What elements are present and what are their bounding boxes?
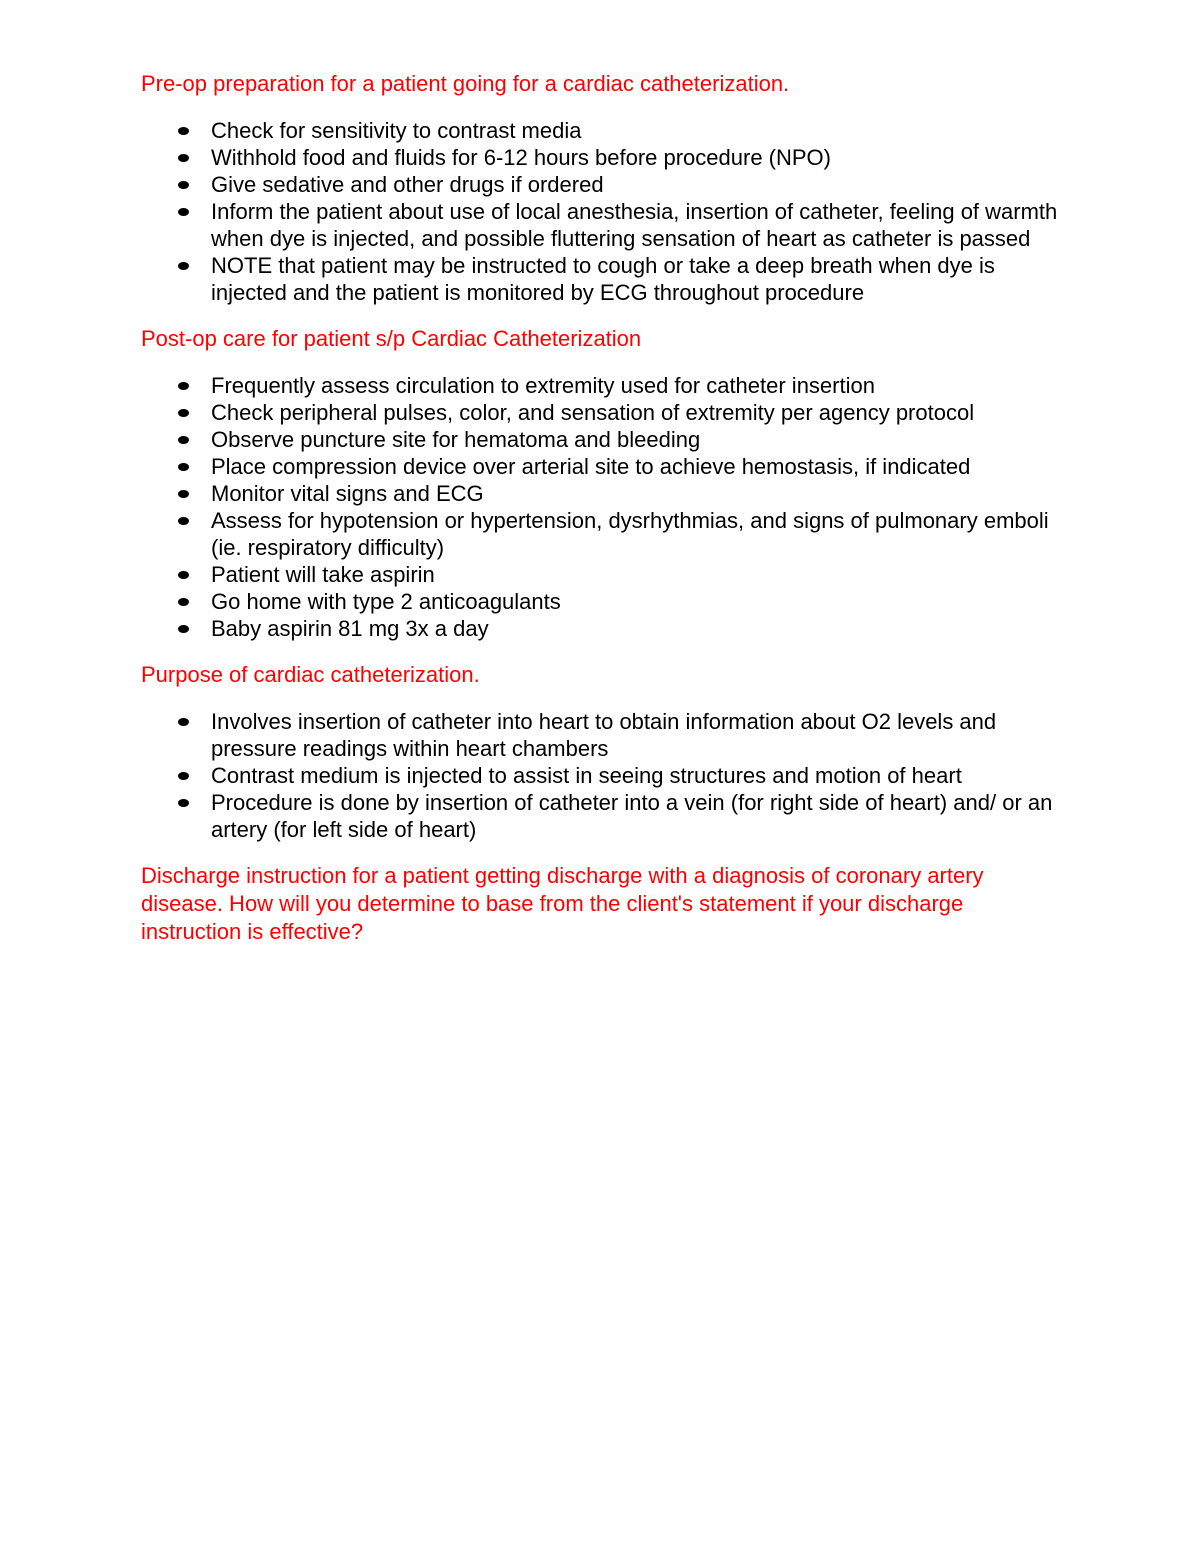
list-item-text: Observe puncture site for hematoma and bleeding — [211, 427, 701, 452]
bullet-list — [141, 372, 1061, 642]
bullet-icon — [178, 409, 189, 417]
list-item — [141, 372, 1061, 399]
list-item-text: Withhold food and fluids for 6-12 hours before procedure (NPO) — [211, 145, 831, 170]
list-item — [141, 198, 1061, 252]
list-item — [141, 426, 1061, 453]
list-item — [141, 507, 1061, 561]
section-heading: Purpose of cardiac catheterization. — [141, 662, 480, 687]
bullet-icon — [178, 382, 189, 390]
bullet-icon — [178, 517, 189, 525]
list-item-text: Monitor vital signs and ECG — [211, 481, 484, 506]
list-item — [141, 453, 1061, 480]
bullet-icon — [178, 772, 189, 780]
list-item-text: NOTE that patient may be instructed to cough or take a deep breath when dye is injected and the patient is monitored by ECG throughout procedure — [211, 253, 995, 305]
list-item — [141, 708, 1061, 762]
bullet-icon — [178, 127, 189, 135]
bullet-icon — [178, 571, 189, 579]
bullet-icon — [178, 463, 189, 471]
list-item — [141, 171, 1061, 198]
bullet-icon — [178, 625, 189, 633]
list-item — [141, 561, 1061, 588]
list-item-text: Inform the patient about use of local anesthesia, insertion of catheter, feeling of warmth when dye is injected, and possible fluttering sensation of heart as catheter is passed — [211, 199, 1058, 251]
bullet-icon — [178, 181, 189, 189]
list-item-text: Give sedative and other drugs if ordered — [211, 172, 604, 197]
list-item-text: Check for sensitivity to contrast media — [211, 118, 582, 143]
list-item — [141, 789, 1061, 843]
bullet-icon — [178, 490, 189, 498]
list-item-text: Go home with type 2 anticoagulants — [211, 589, 561, 614]
bullet-icon — [178, 436, 189, 444]
section-heading: Post-op care for patient s/p Cardiac Catheterization — [141, 326, 642, 351]
bullet-icon — [178, 799, 189, 807]
list-item — [141, 144, 1061, 171]
section-heading: Discharge instruction for a patient getting discharge with a diagnosis of coronary artery disease. How will you determine to base from the client's statement if your discharge instruction is effective? — [141, 863, 984, 944]
list-item-text: Baby aspirin 81 mg 3x a day — [211, 616, 489, 641]
bullet-list — [141, 708, 1061, 843]
list-item-text: Frequently assess circulation to extremity used for catheter insertion — [211, 373, 875, 398]
section-pre-op — [141, 70, 1061, 306]
list-item-text: Procedure is done by insertion of catheter into a vein (for right side of heart) and/ or an artery (for left side of heart) — [211, 790, 1053, 842]
bullet-icon — [178, 598, 189, 606]
list-item — [141, 399, 1061, 426]
bullet-icon — [178, 154, 189, 162]
document-page — [141, 70, 1061, 965]
list-item — [141, 252, 1061, 306]
section-discharge — [141, 862, 1061, 946]
list-item — [141, 615, 1061, 642]
list-item — [141, 762, 1061, 789]
section-post-op — [141, 325, 1061, 642]
list-item — [141, 480, 1061, 507]
bullet-icon — [178, 262, 189, 270]
list-item — [141, 117, 1061, 144]
list-item-text: Assess for hypotension or hypertension, dysrhythmias, and signs of pulmonary emboli (ie. respiratory difficulty) — [211, 508, 1049, 560]
list-item-text: Check peripheral pulses, color, and sensation of extremity per agency protocol — [211, 400, 975, 425]
list-item-text: Contrast medium is injected to assist in seeing structures and motion of heart — [211, 763, 962, 788]
list-item-text: Patient will take aspirin — [211, 562, 435, 587]
list-item-text: Involves insertion of catheter into heart to obtain information about O2 levels and pressure readings within heart chambers — [211, 709, 997, 761]
section-purpose — [141, 661, 1061, 843]
bullet-list — [141, 117, 1061, 306]
list-item-text: Place compression device over arterial site to achieve hemostasis, if indicated — [211, 454, 971, 479]
section-heading: Pre-op preparation for a patient going for a cardiac catheterization. — [141, 71, 790, 96]
list-item — [141, 588, 1061, 615]
bullet-icon — [178, 718, 189, 726]
bullet-icon — [178, 208, 189, 216]
